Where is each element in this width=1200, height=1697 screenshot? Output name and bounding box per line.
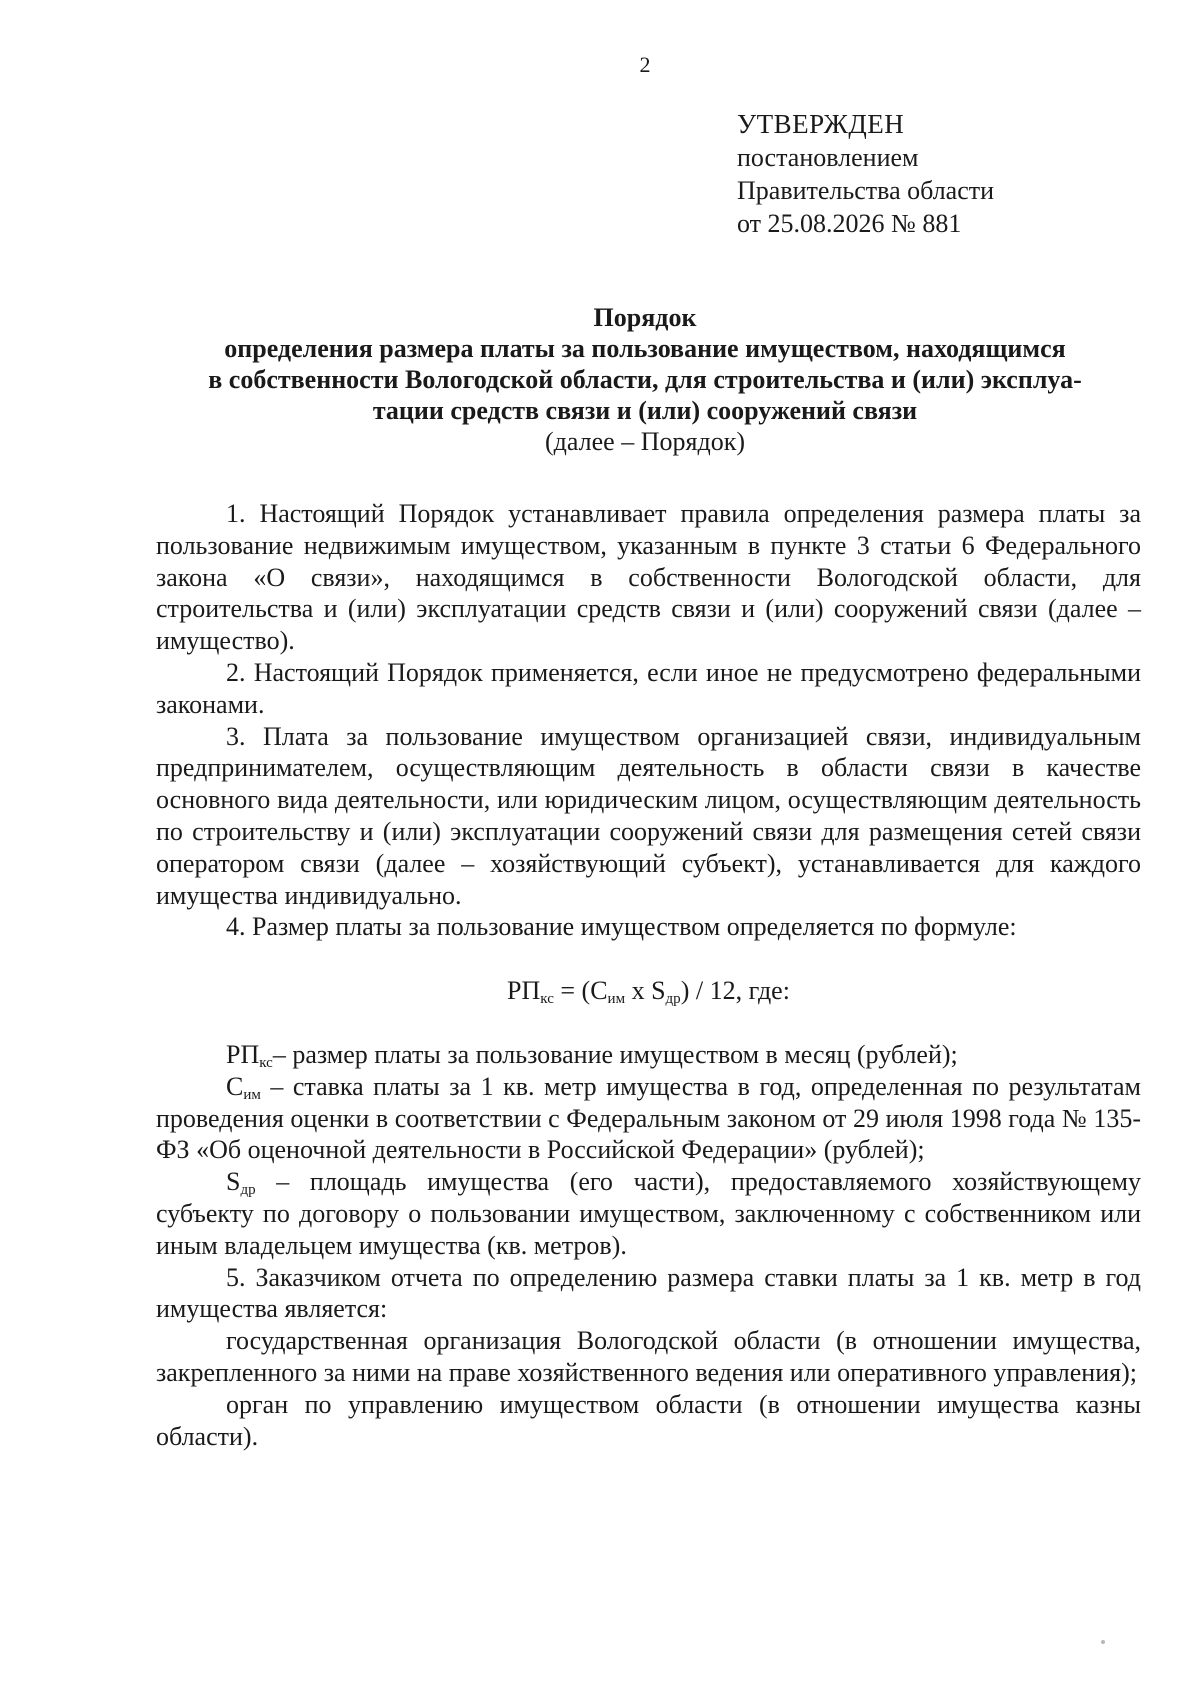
formula-mult: x S [625,976,666,1006]
approval-line: постановлением [737,143,919,172]
definition-s-sub: др [240,1182,256,1199]
title-abbreviation: (далее – Порядок) [545,427,745,456]
page-number: 2 [639,52,651,77]
formula-c-sub: им [607,991,626,1008]
definition-rp-sub: кс [259,1054,273,1071]
definition-rp-symbol: РП [226,1039,260,1069]
paragraph-5-item-1: государственная организация Вологодской области (в отношении имущества, закрепленного за ними на праве хозяйственного ведения или оперативного управления); [156,1326,1141,1387]
title-heading: Порядок [593,303,697,332]
formula-rp: РП [507,976,541,1006]
definition-c-sub: им [243,1086,261,1103]
formula [156,975,1141,1007]
definition-s [156,1166,1141,1261]
paragraph-2: 2. Настоящий Порядок применяется, если иное не предусмотрено федеральными законами. [156,657,1141,719]
approval-date-number: от 25.08.2026 № 881 [737,209,962,238]
paragraph-4: 4. Размер платы за пользование имуществом определяется по формуле: [226,912,1017,942]
title-line: тации средств связи и (или) сооружений связи [372,396,918,425]
definition-rp-text: – размер платы за пользование имуществом в месяц (рублей); [272,1039,958,1069]
definition-c-text: – ставка платы за 1 кв. метр имущества в год, определенная по результатам проведения оценки в соответствии с Федеральным законом от 29 июля 1998 года № 135-ФЗ «Об оценочной деятельности в Российской Федерации» (рублей); [156,1071,1141,1165]
definition-s-text: – площадь имущества (его части), предоставляемого хозяйствующему субъекту по договору о пользовании имуществом, заключенному с собственником или иным владельцем имущества (кв. метров). [156,1167,1141,1260]
scan-artifact [1101,1640,1105,1644]
paragraph-5-item-2: орган по управлению имуществом области (в отношении имущества казны области). [156,1389,1141,1451]
formula-definitions [156,1039,1141,1262]
paragraph-1: 1. Настоящий Порядок устанавливает правила определения размера платы за пользование недвижимым имуществом, указанным в пункте 3 статьи 6 Федерального закона «О связи», находящимся в собственности Вологодской области, для строительства и (или) эксплуатации средств связи и (или) сооружений связи (далее – имущество). [156,499,1141,656]
formula-s-sub: др [665,991,681,1008]
paragraph-5: 5. Заказчиком отчета по определению размера ставки платы за 1 кв. метр в год имущества является: [156,1262,1141,1324]
approval-line: Правительства области [737,176,995,205]
formula-tail: ) / 12, где: [680,976,790,1006]
formula-eq-open: = (С [553,976,608,1006]
title-line: в собственности Вологодской области, для строительства и (или) эксплуа- [208,365,1082,394]
document-title [150,302,1140,457]
approval-heading: УТВЕРЖДЕН [737,109,905,139]
definition-s-symbol: S [226,1167,241,1197]
formula-rp-sub: кс [540,991,554,1008]
document-body [156,498,1141,1452]
paragraph-3: 3. Плата за пользование имуществом организацией связи, индивидуальным предпринимателем, осуществляющим деятельность в области связи в качестве основного вида деятельности, или юридическим лицом, осуществляющим деятельность по строительству и (или) эксплуатации сооружений связи для размещения сетей связи оператором связи (далее – хозяйствующий субъект), устанавливается для каждого имущества индивидуально. [156,721,1141,910]
definition-c [156,1071,1141,1166]
title-line: определения размера платы за пользование имуществом, находящимся [224,334,1066,363]
approval-stamp-block [737,108,994,240]
definition-rp [156,1039,1141,1071]
definition-c-symbol: С [226,1071,244,1101]
